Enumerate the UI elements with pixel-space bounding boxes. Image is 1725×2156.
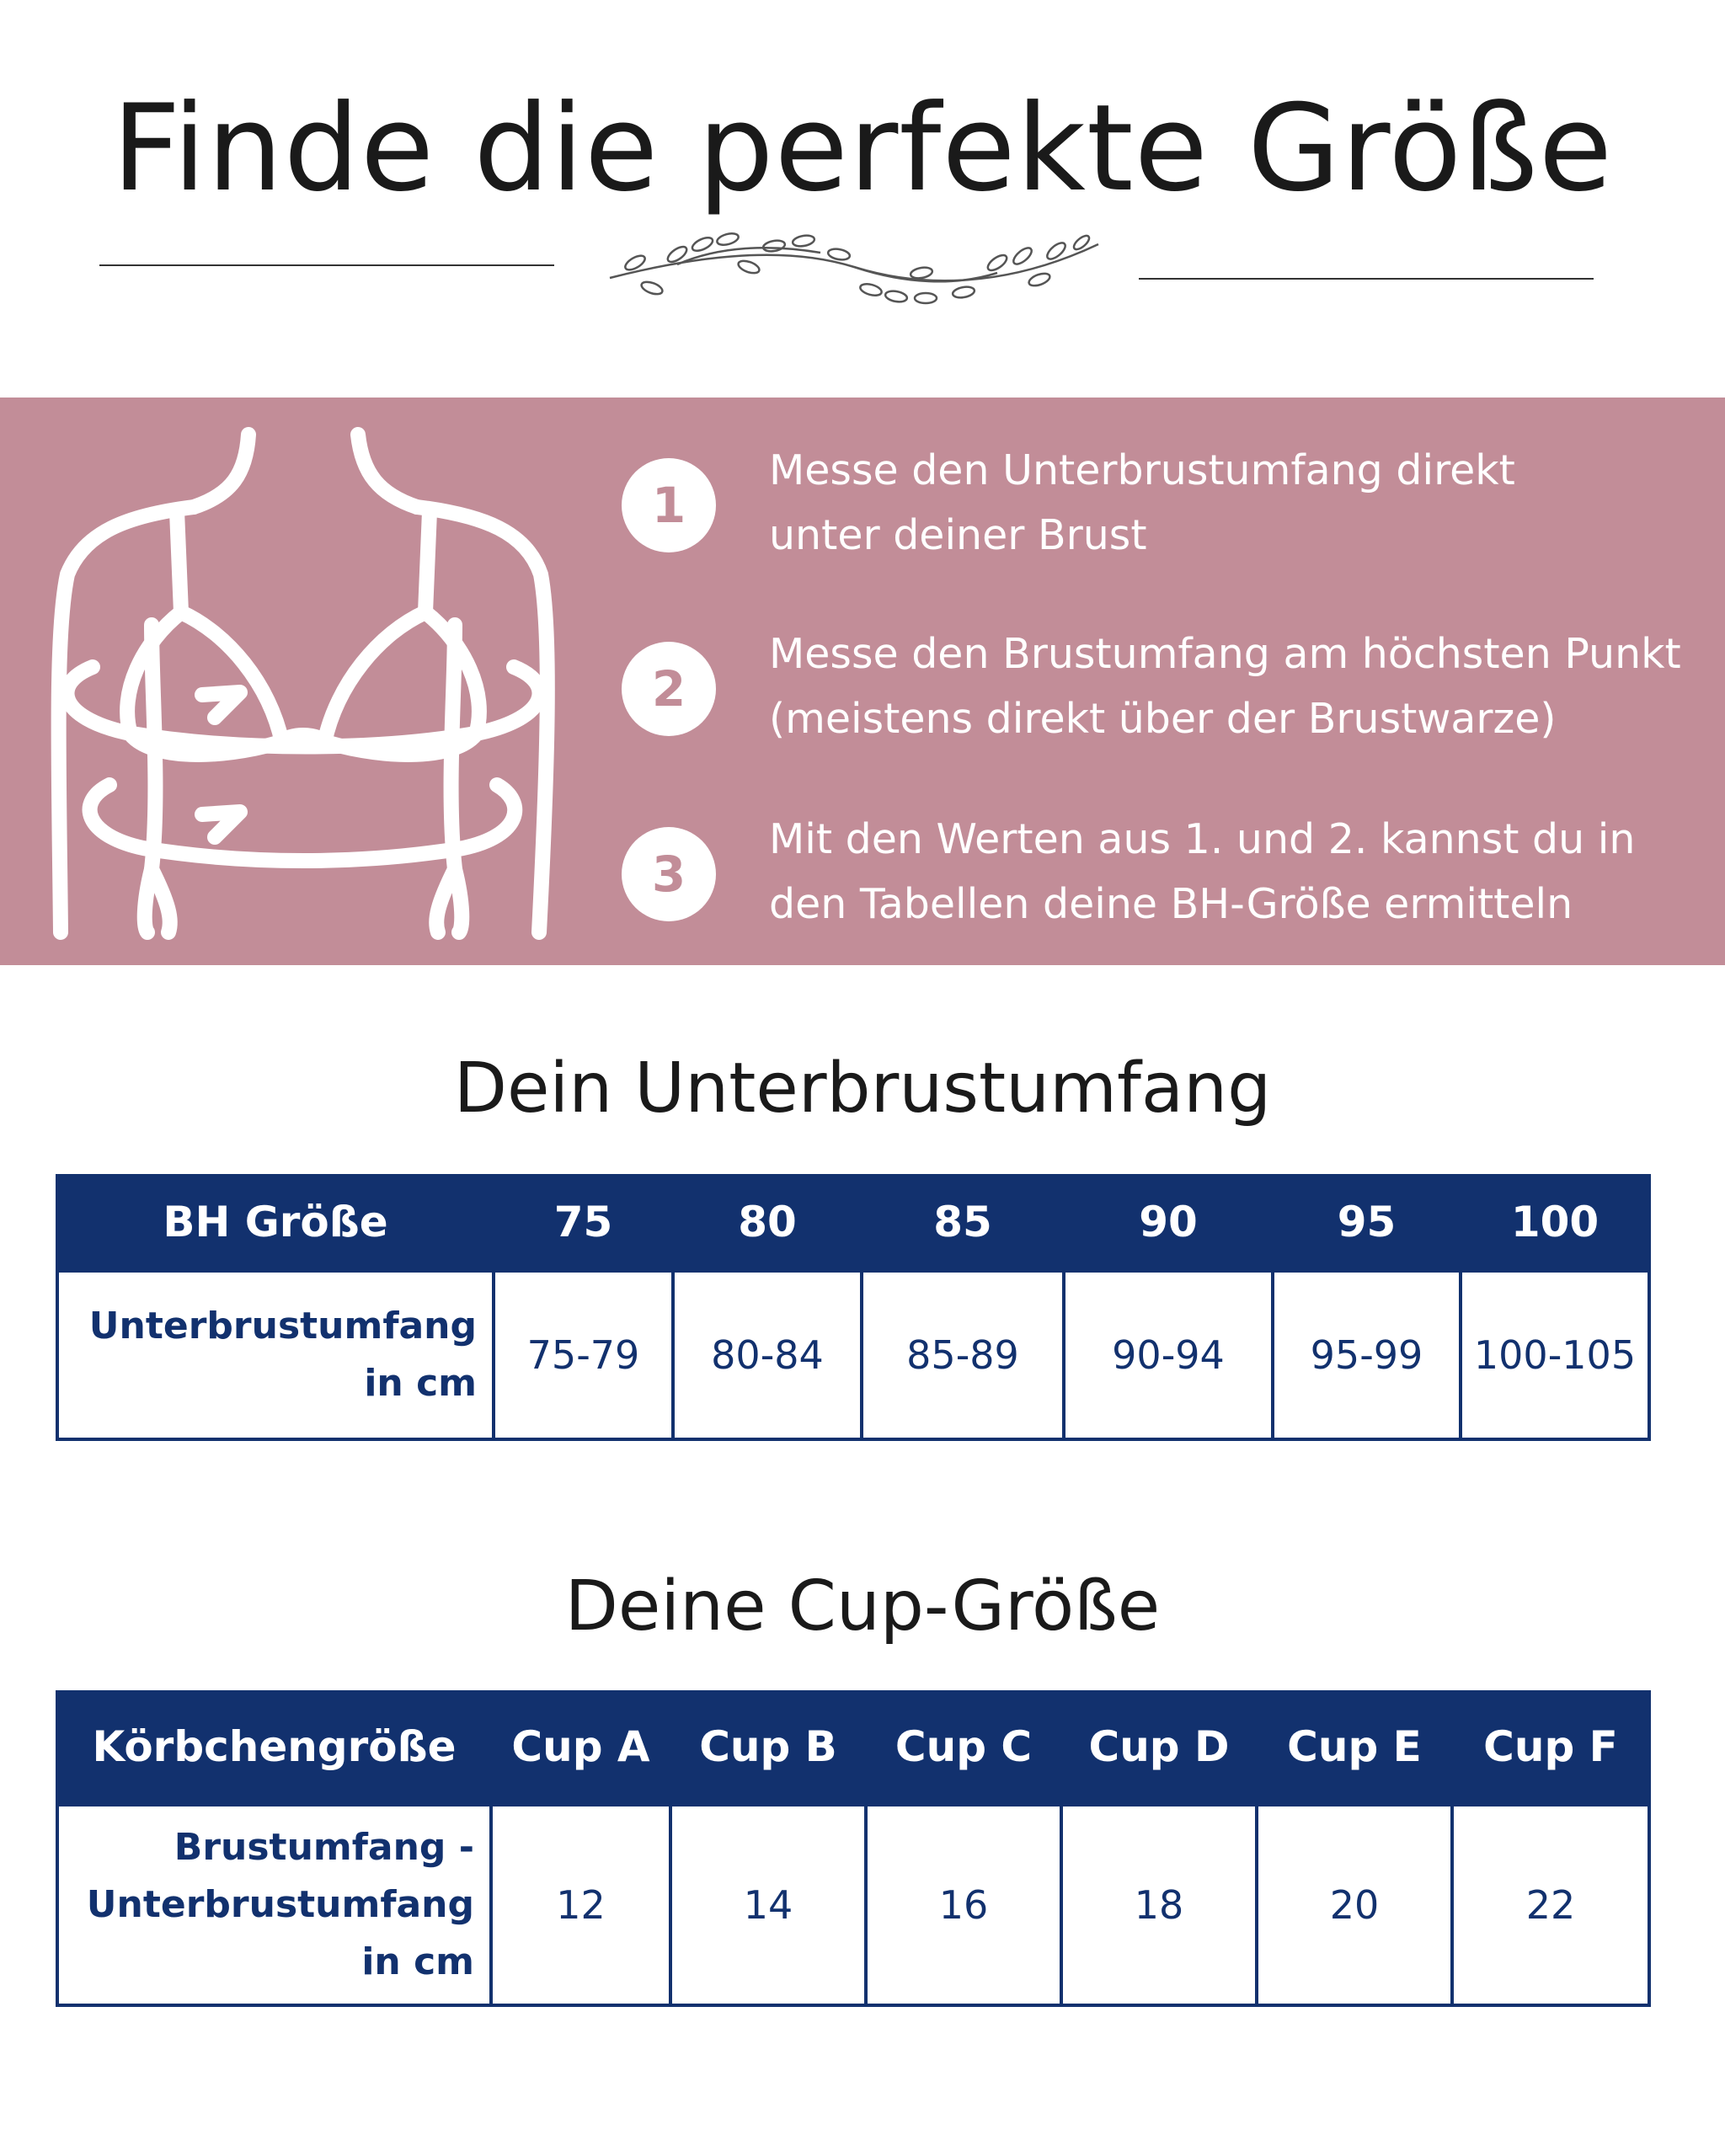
step-number-badge: 1 [622, 458, 716, 552]
table-cell: 16 [866, 1805, 1061, 2005]
table-cell: 18 [1061, 1805, 1257, 2005]
table-cell: 80-84 [673, 1271, 862, 1439]
cup-header: Cup F [1452, 1690, 1649, 1805]
size-header: 90 [1064, 1174, 1273, 1271]
table-cell: 12 [491, 1805, 670, 2005]
instruction-banner [0, 398, 1725, 965]
table-header-row [57, 1174, 1649, 1271]
cup-header: Cup A [491, 1690, 670, 1805]
step-text: Messe den Unterbrustumfang direkt unter deiner Brust [769, 446, 1515, 559]
underbust-section-title: Dein Unterbrustumfang [453, 1049, 1272, 1129]
row-label: Brustumfang - Unterbrustumfang in cm [57, 1805, 491, 2005]
step-text: Mit den Werten aus 1. und 2. kannst du in den Tabellen deine BH-Größe ermitteln [769, 815, 1636, 928]
table-cell: 100-105 [1461, 1271, 1649, 1439]
step-number-badge: 3 [622, 827, 716, 921]
size-header: 75 [494, 1174, 673, 1271]
table-header-label: BH Größe [57, 1174, 494, 1271]
cup-header: Cup D [1061, 1690, 1257, 1805]
row-label: Unterbrustumfang in cm [57, 1271, 494, 1439]
size-header: 80 [673, 1174, 862, 1271]
cup-header: Cup C [866, 1690, 1061, 1805]
size-header: 95 [1273, 1174, 1461, 1271]
cup-header: Cup E [1257, 1690, 1452, 1805]
table-header-row [57, 1690, 1649, 1805]
table-row [57, 1805, 1649, 2005]
title-divider-right [1139, 278, 1594, 280]
leaf-branch-ornament-icon [601, 221, 1107, 313]
table-cell: 90-94 [1064, 1271, 1273, 1439]
table-cell: 22 [1452, 1805, 1649, 2005]
table-cell: 85-89 [862, 1271, 1064, 1439]
size-header: 100 [1461, 1174, 1649, 1271]
table-cell: 20 [1257, 1805, 1452, 2005]
underbust-size-table [56, 1174, 1651, 1441]
page-title: Finde die perfekte Größe [111, 79, 1614, 218]
table-header-label: Körbchengröße [57, 1690, 491, 1805]
table-cell: 14 [670, 1805, 866, 2005]
torso-measurement-icon [25, 414, 564, 953]
cup-size-table [56, 1690, 1651, 2007]
step-number-badge: 2 [622, 642, 716, 736]
table-row [57, 1271, 1649, 1439]
table-cell: 95-99 [1273, 1271, 1461, 1439]
cup-section-title: Deine Cup-Größe [564, 1566, 1161, 1646]
size-header: 85 [862, 1174, 1064, 1271]
title-divider-left [99, 264, 554, 266]
table-cell: 75-79 [494, 1271, 673, 1439]
cup-header: Cup B [670, 1690, 866, 1805]
step-text: Messe den Brustumfang am höchsten Punkt (meistens direkt über der Brustwarze) [769, 630, 1681, 743]
